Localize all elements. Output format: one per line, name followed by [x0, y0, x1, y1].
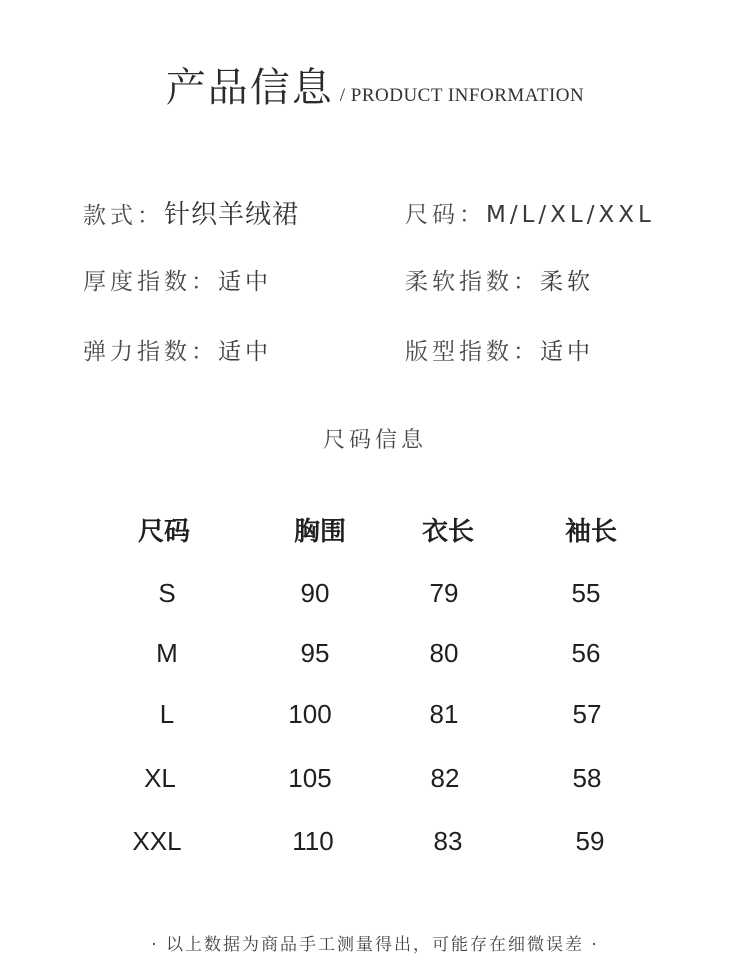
table-cell-sleeve: 57 — [572, 699, 602, 729]
attr-style-value: 针织羊绒裙 — [164, 200, 300, 230]
page-header — [0, 56, 750, 113]
table-cell-sleeve: 59 — [575, 826, 605, 856]
attr-size-value: M/L/XL/XXL — [486, 202, 655, 228]
attr-elasticity-value: 适中 — [218, 339, 272, 365]
table-header-bust: 胸围 — [293, 517, 346, 547]
size-info-caption: 尺码信息 — [322, 428, 427, 453]
table-cell-sleeve: 55 — [571, 578, 601, 608]
page-title: 产品信息 — [165, 65, 334, 111]
table-header-length: 衣长 — [421, 517, 474, 547]
attr-thickness — [83, 263, 272, 296]
table-cell-size: L — [159, 699, 175, 729]
table-cell-length: 80 — [429, 638, 459, 668]
table-header-sleeve: 袖长 — [564, 517, 617, 547]
table-cell-length: 83 — [433, 826, 463, 856]
table-cell-size: M — [156, 638, 178, 668]
attr-elasticity-label: 弹力指数： — [83, 339, 218, 365]
table-cell-bust: 90 — [300, 578, 330, 608]
table-cell-length: 79 — [429, 578, 459, 608]
table-header-size: 尺码 — [137, 517, 190, 547]
attr-fit-label: 版型指数： — [405, 339, 540, 365]
attr-thickness-label: 厚度指数： — [83, 269, 218, 295]
page-subtitle: / PRODUCT INFORMATION — [339, 85, 585, 106]
attr-elasticity — [83, 333, 272, 366]
attr-thickness-value: 适中 — [218, 269, 272, 295]
table-cell-bust: 100 — [288, 699, 332, 729]
attr-fit — [405, 333, 594, 366]
table-cell-size: XXL — [132, 826, 182, 856]
table-cell-sleeve: 56 — [571, 638, 601, 668]
table-cell-bust: 95 — [300, 638, 330, 668]
table-cell-length: 82 — [430, 763, 460, 793]
table-cell-bust: 110 — [292, 826, 334, 856]
attr-style — [83, 194, 299, 231]
attr-softness-label: 柔软指数： — [405, 269, 540, 295]
attr-softness — [405, 263, 594, 296]
attr-size — [405, 196, 655, 229]
attr-size-label: 尺码： — [405, 202, 486, 228]
table-cell-size: S — [158, 578, 176, 608]
table-cell-sleeve: 58 — [572, 763, 602, 793]
measurement-disclaimer: · 以上数据为商品手工测量得出，可能存在细微误差 · — [151, 935, 599, 955]
table-cell-length: 81 — [429, 699, 459, 729]
table-cell-bust: 105 — [288, 763, 332, 793]
attr-style-label: 款式： — [83, 203, 164, 229]
attr-fit-value: 适中 — [540, 339, 594, 365]
table-cell-size: XL — [144, 763, 176, 793]
attr-softness-value: 柔软 — [540, 269, 594, 295]
